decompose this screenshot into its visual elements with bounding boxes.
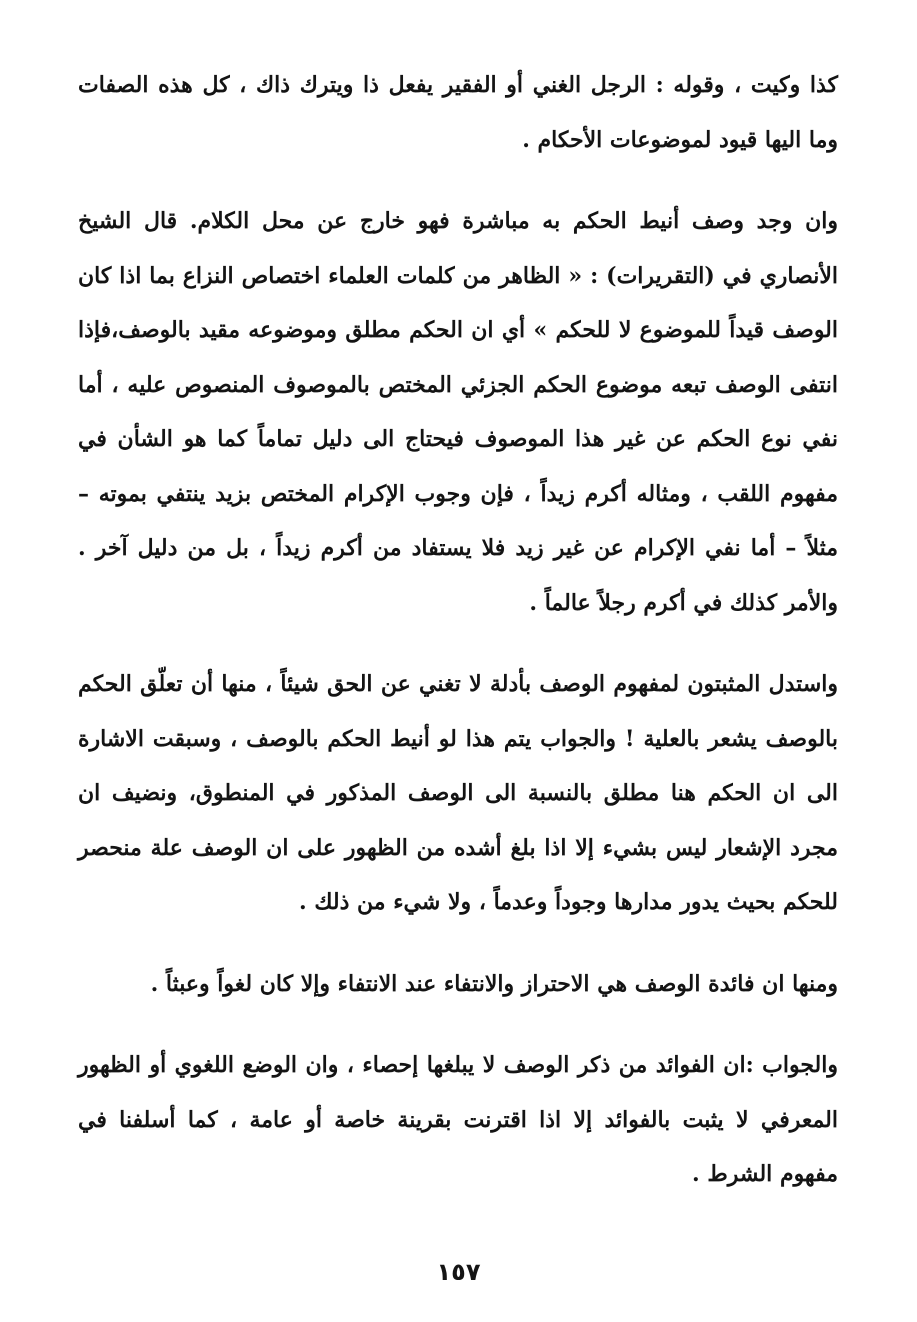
paragraph-gap <box>78 930 838 957</box>
paragraph-gap <box>78 1011 838 1038</box>
page-body <box>78 58 838 1202</box>
paragraph-5: والجواب :ان الفوائد من ذكر الوصف لا يبلغها إحصاء ، وان الوضع اللغوي أو الظهور المعرفي لا يثبت بالفوائد إلا اذا اقترنت بقرينة خاصة أو عامة ، كما أسلفنا في مفهوم الشرط . <box>78 1052 838 1187</box>
paragraph-gap <box>78 167 838 194</box>
paragraph-2: وان وجد وصف أنيط الحكم به مباشرة فهو خارج عن محل الكلام. قال الشيخ الأنصاري في (التقريرات) : « الظاهر من كلمات العلماء اختصاص النزاع بما اذا كان الوصف قيداً للموضوع لا للحكم » أي ان الحكم مطلق وموضوعه مقيد بالوصف،فإذا انتفى الوصف تبعه موضوع الحكم الجزئي المختص بالموصوف المنصوص عليه ، أما نفي نوع الحكم عن غير هذا الموصوف فيحتاج الى دليل تماماً كما هو الشأن في مفهوم اللقب ، ومثاله أكرم زيداً ، فإن وجوب الإكرام المختص بزيد ينتفي بموته – مثلاً – أما نفي الإكرام عن غير زيد فلا يستفاد من أكرم زيداً ، بل من دليل آخر . والأمر كذلك في أكرم رجلاً عالماً . <box>78 208 838 616</box>
paragraph-4: ومنها ان فائدة الوصف هي الاحتراز والانتفاء عند الانتفاء وإلا كان لغواً وعبثاً . <box>150 970 838 997</box>
paragraph-1: كذا وكيت ، وقوله : الرجل الغني أو الفقير يفعل ذا ويترك ذاك ، كل هذه الصفات وما اليها قيود لموضوعات الأحكام . <box>78 72 838 153</box>
page-number: ١٥٧ <box>436 1258 481 1286</box>
paragraph-gap <box>78 630 838 657</box>
paragraph-3: واستدل المثبتون لمفهوم الوصف بأدلة لا تغني عن الحق شيئاً ، منها أن تعلّق الحكم بالوصف يشعر بالعلية ! والجواب يتم هذا لو أنيط الحكم بالوصف ، وسبقت الاشارة الى ان الحكم هنا مطلق بالنسبة الى الوصف المذكور في المنطوق، ونضيف ان مجرد الإشعار ليس بشيء إلا اذا بلغ أشده من الظهور على ان الوصف علة منحصر للحكم بحيث يدور مدارها وجوداً وعدماً ، ولا شيء من ذلك . <box>78 671 838 915</box>
